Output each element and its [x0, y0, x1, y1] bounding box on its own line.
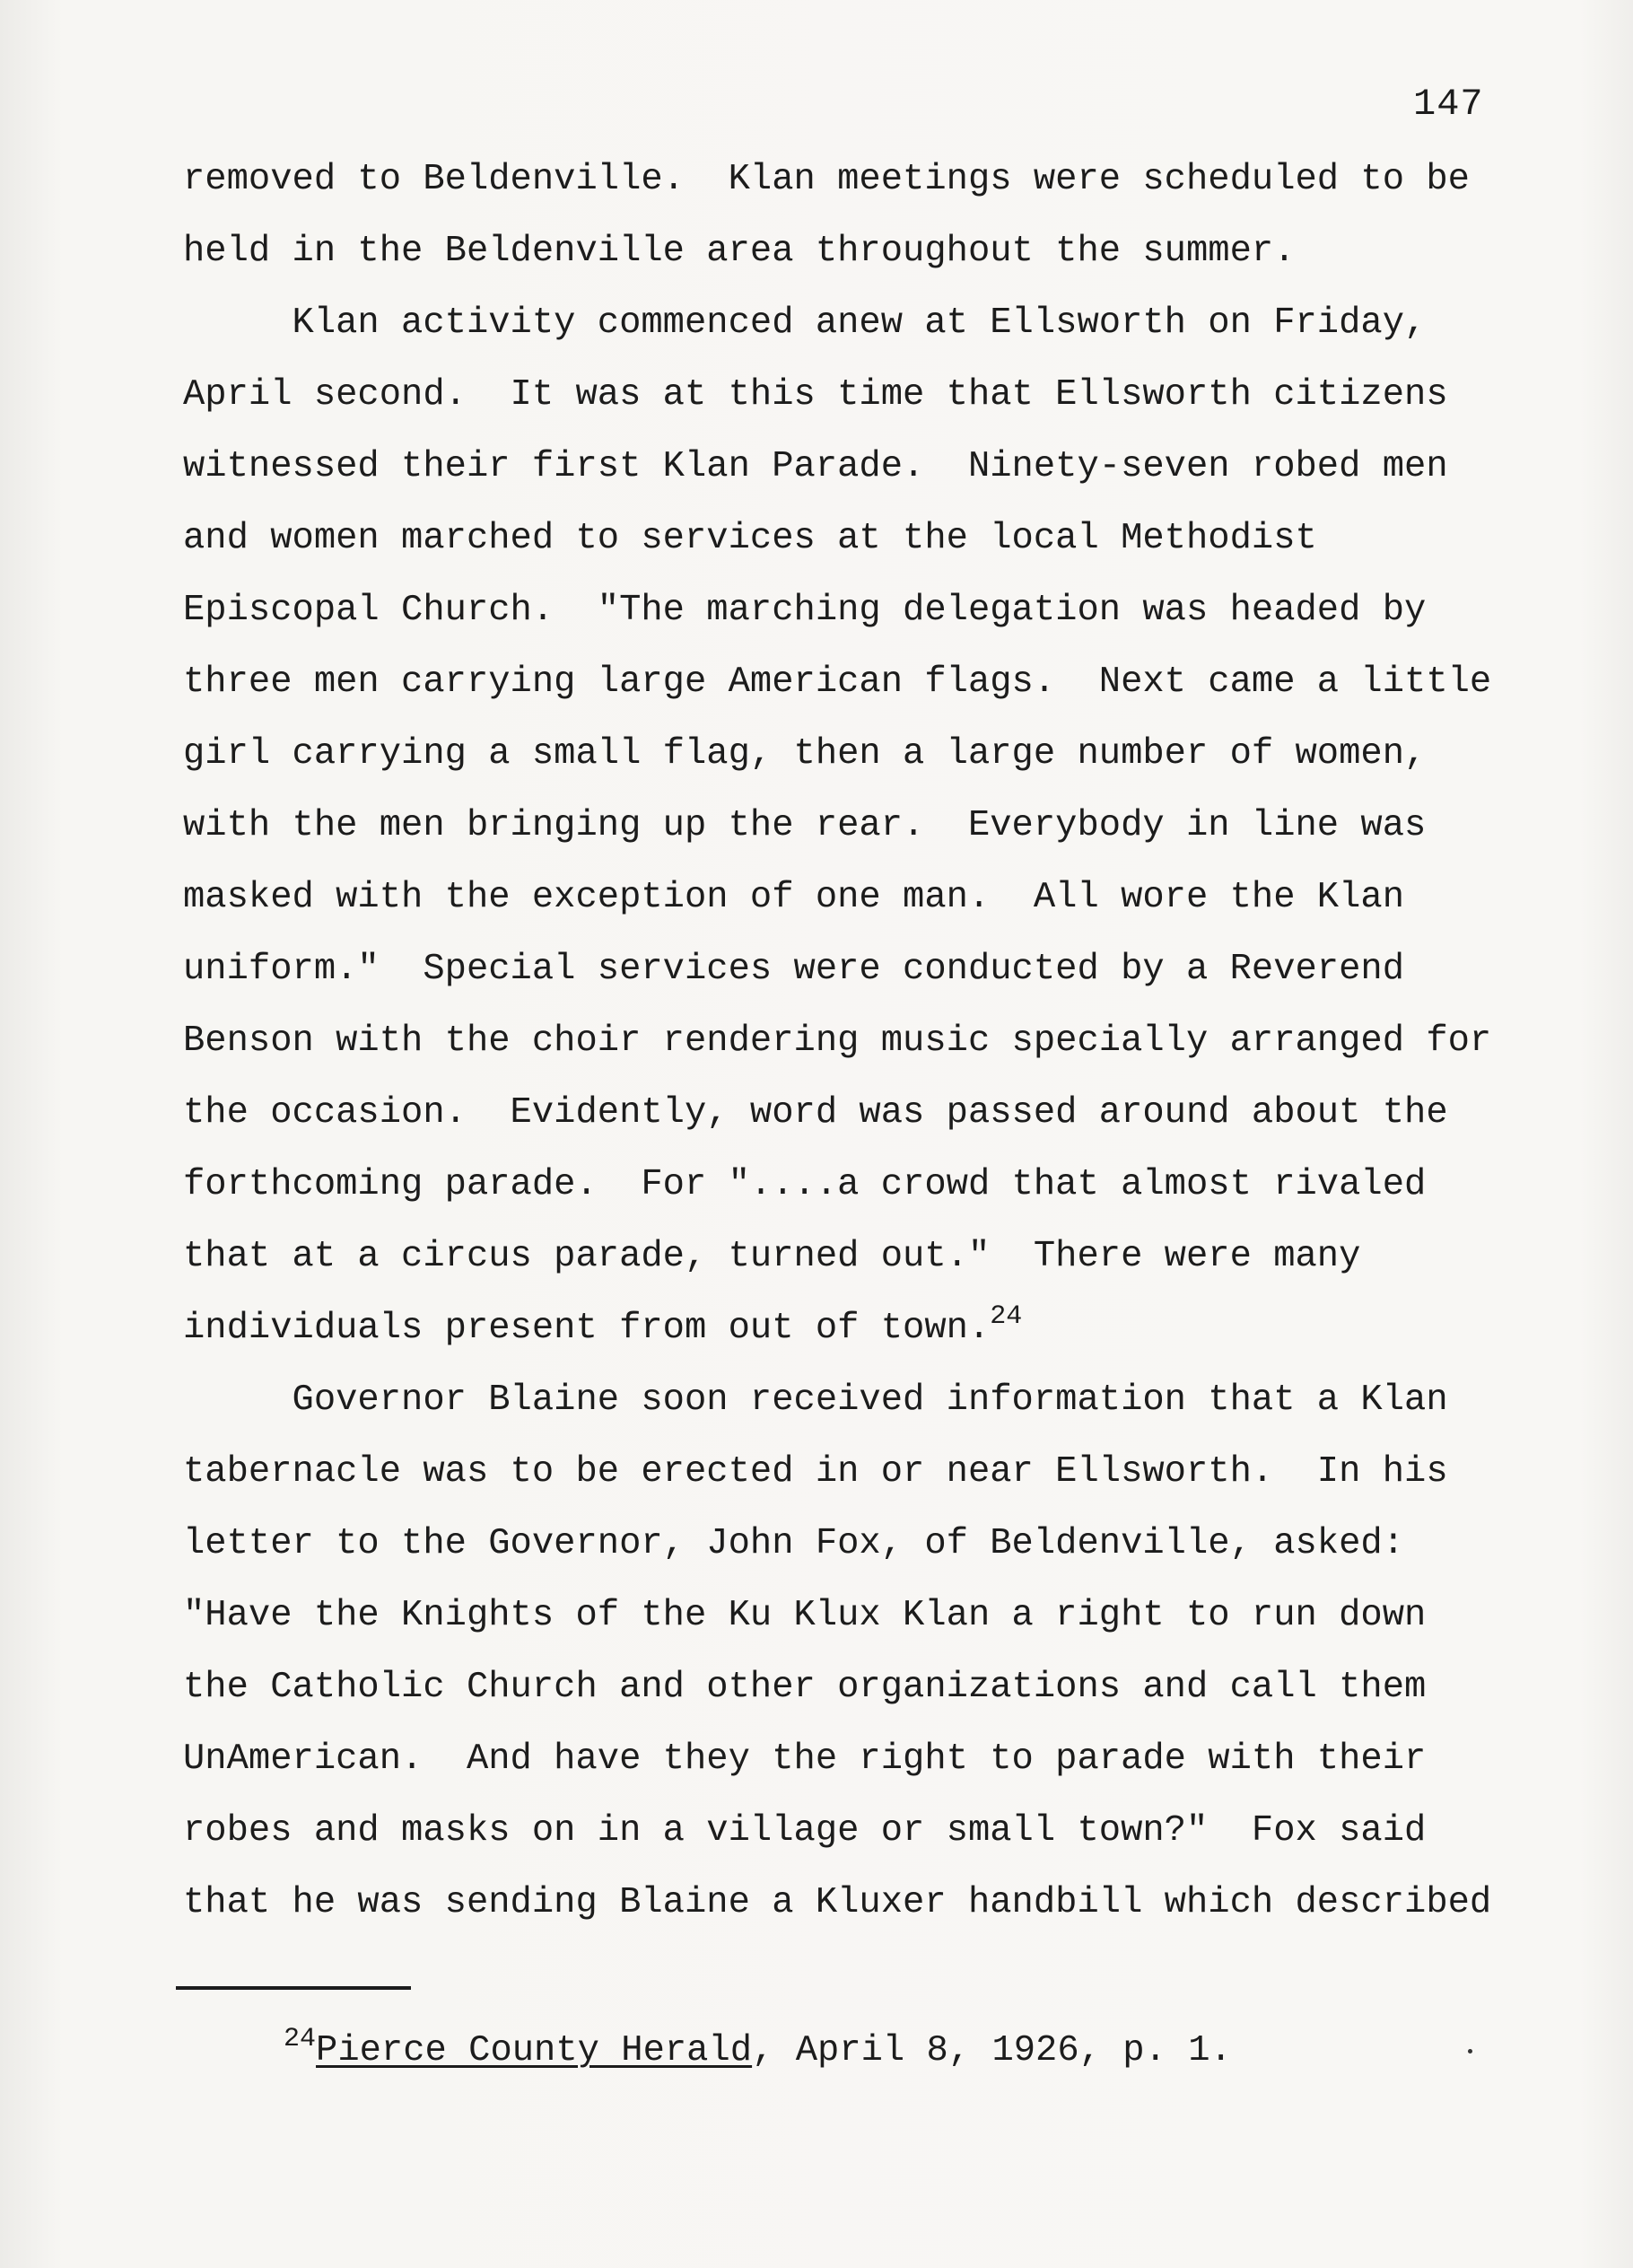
text-line: tabernacle was to be erected in or near Ellsworth. In his — [183, 1451, 1448, 1493]
text-line: that he was sending Blaine a Kluxer handbill which described — [183, 1882, 1492, 1923]
text-line: three men carrying large American flags. Next came a little — [183, 661, 1492, 703]
text-line: the Catholic Church and other organizations and call them — [183, 1667, 1427, 1708]
text-line: Klan activity commenced anew at Ellsworth on Friday, — [183, 302, 1427, 344]
text-line-content: individuals present from out of town. — [183, 1308, 991, 1349]
text-line: letter to the Governor, John Fox, of Beldenville, asked: — [183, 1523, 1405, 1564]
ink-speck — [1468, 2049, 1472, 2053]
text-line: Governor Blaine soon received information that a Klan — [183, 1379, 1448, 1421]
text-line: witnessed their first Klan Parade. Ninety-seven robed men — [183, 446, 1448, 487]
text-line: held in the Beldenville area throughout the summer. — [183, 231, 1296, 272]
footnote — [284, 2024, 1232, 2078]
text-line: uniform." Special services were conducted by a Reverend — [183, 949, 1405, 990]
text-line-with-footnote-ref — [183, 1301, 1022, 1355]
text-line: April second. It was at this time that Ellsworth citizens — [183, 374, 1448, 416]
text-line: with the men bringing up the rear. Everybody in line was — [183, 805, 1427, 846]
text-line: UnAmerican. And have they the right to parade with their — [183, 1738, 1427, 1780]
text-line: girl carrying a small flag, then a large number of women, — [183, 733, 1427, 775]
footnote-source-title: Pierce County Herald — [316, 2030, 753, 2071]
footnote-divider — [176, 1986, 411, 1990]
footnote-number: 24 — [284, 2024, 317, 2054]
page-number: 147 — [1413, 83, 1484, 126]
text-line: Benson with the choir rendering music specially arranged for — [183, 1020, 1492, 1062]
text-line: the occasion. Evidently, word was passed around about the — [183, 1092, 1448, 1134]
footnote-reference: 24 — [990, 1301, 1023, 1332]
text-line: "Have the Knights of the Ku Klux Klan a right to run down — [183, 1595, 1427, 1636]
text-line: removed to Beldenville. Klan meetings were scheduled to be — [183, 159, 1470, 200]
text-line: that at a circus parade, turned out." There were many — [183, 1236, 1361, 1277]
text-line: masked with the exception of one man. All wore the Klan — [183, 877, 1405, 918]
text-line: Episcopal Church. "The marching delegation was headed by — [183, 590, 1427, 631]
footnote-citation: , April 8, 1926, p. 1. — [752, 2030, 1232, 2071]
text-line: forthcoming parade. For "....a crowd that almost rivaled — [183, 1164, 1427, 1205]
text-line: robes and masks on in a village or small town?" Fox said — [183, 1810, 1427, 1852]
text-line: and women marched to services at the local Methodist — [183, 518, 1317, 559]
